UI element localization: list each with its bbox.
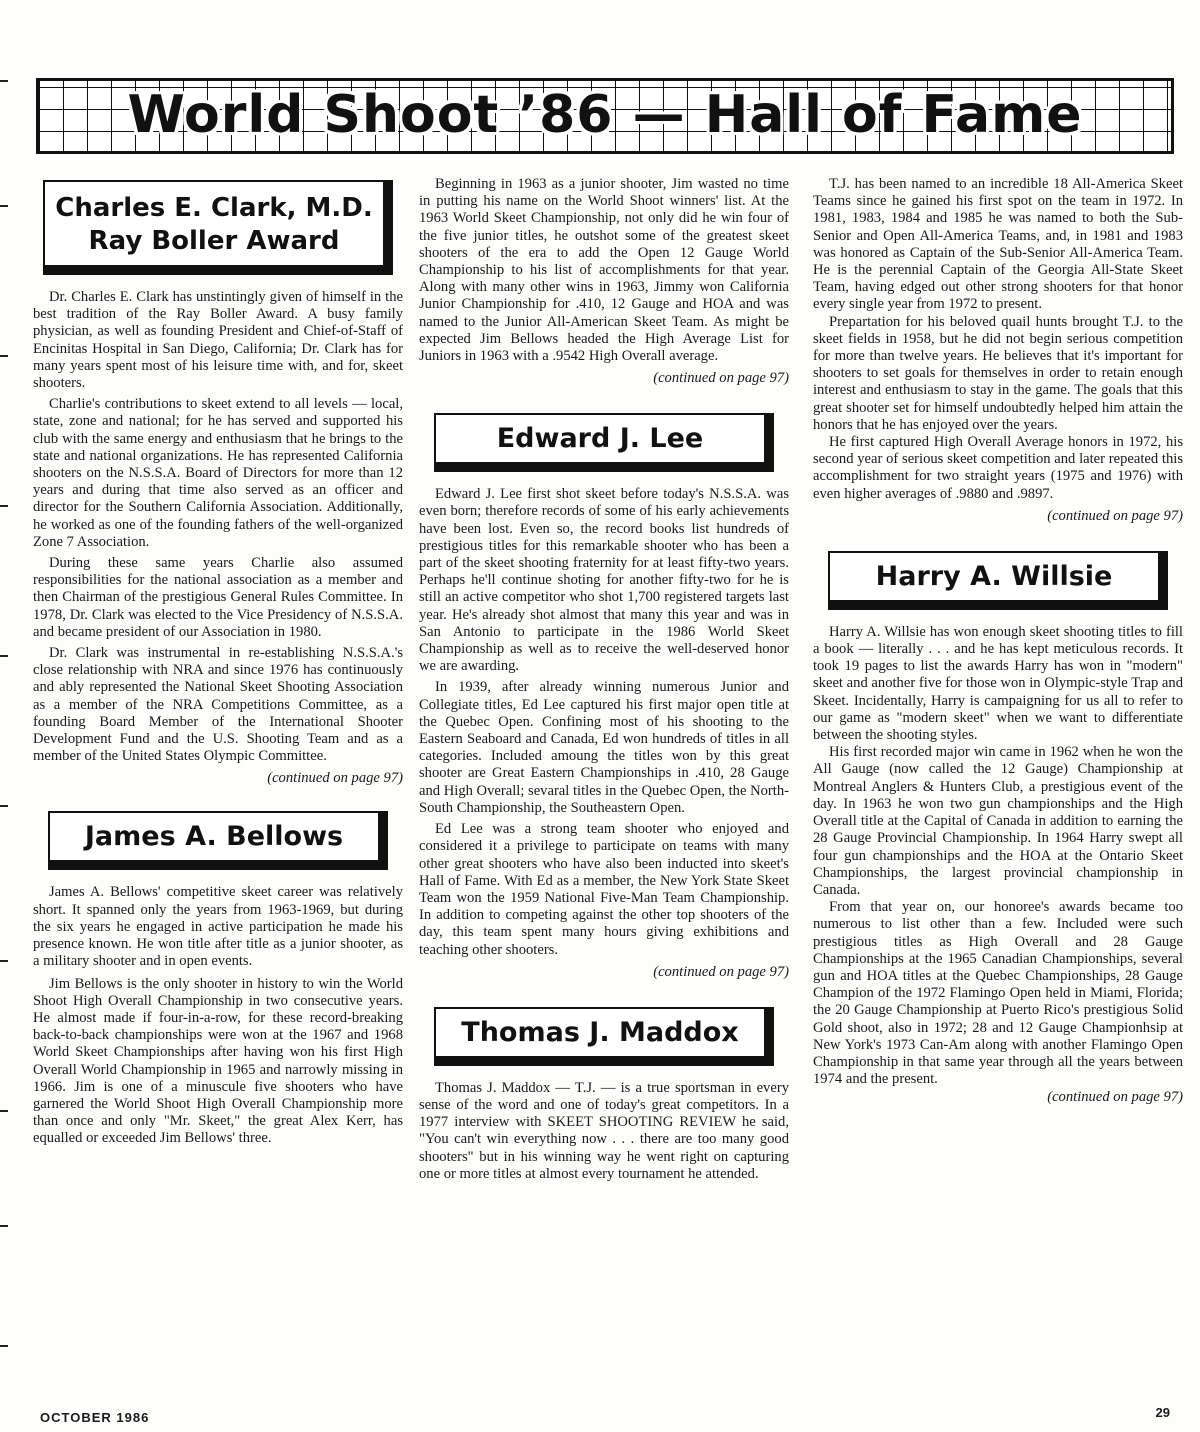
clark-article [33,289,403,787]
maddox-article [419,1080,789,1183]
issue-date: OCTOBER 1986 [40,1410,150,1425]
willsie-name: Harry A. Willsie [875,560,1113,592]
bellows-paragraph: James A. Bellows' competitive skeet career was relatively short. It spanned only the years from 1963-1969, but during the six years he engaged in active participation he made his presence known. He won title after title as a junior shooter, as a military shooter and in open events. [33,884,403,970]
maddox-paragraph: Thomas J. Maddox — T.J. — is a true sportsman in every sense of the word and one of today's great competitors. In a 1977 interview with SKEET SHOOTING REVIEW he said, "You can't win everything now . . . there are too many good shooters" but in his winning way he went right on capturing one or more titles at almost every tournament he attended. [419,1079,789,1182]
continued-note: (continued on page 97) [653,963,789,980]
clark-award: Ray Boller Award [88,225,340,256]
continued-note: (continued on page 97) [1047,507,1183,524]
willsie-paragraph: From that year on, our honoree's awards became too numerous to list other than a few. Included were such prestigious titles as High Overall and 28 Gauge Championships at the 1965 Canadian Championships, several gun and HOA titles at the Quebec Championships, 28 Gauge Champion of the 1972 Flamingo Open held in Miami, Florida; the 20 Gauge Championship at Puerto Rico's prestigious Solid Gold shoot, also in 1972; 28 and 12 Gauge Championhsip at New York's 1973 Can-Am along with another Flamingo Open Championship in that same year through all the years between 1974 and the present. [813,899,1183,1088]
lee-heading [434,413,774,472]
lee-name: Edward J. Lee [496,423,704,455]
clark-paragraph: Dr. Charles E. Clark has unstintingly given of himself in the best tradition of the Ray Boller Award. A busy family physician, as well as founding President and Chief-of-Staff of Encinitas Hospital in San Diego, California; Dr. Clark has for many years spent most of his leisure time with, and for, skeet shooters. [33,289,403,392]
bellows-paragraph: Beginning in 1963 as a junior shooter, Jim wasted no time in putting his name on the World Shoot winners' list. At the 1963 World Skeet Championship, not only did he win four of the five junior titles, he outshot some of the greatest skeet shooters of the era to add the Open 12 Gauge World Championship to his list of accomplishments for that year. Along with many other wins in 1963, Jimmy won California Junior Championship for .410, 12 Gauge and HOA and was named to the Junior All-American Skeet Team. As might be expected Jim Bellows headed the High Average List for Juniors in 1963 with a .9542 High Overall average. [419,176,789,365]
column-2 [419,176,789,1183]
willsie-heading [828,551,1168,610]
willsie-paragraph: His first recorded major win came in 1962 when he won the All Gauge (now called the 12 Gauge) Championship at Montreal Anglers & Hunters Club, a prestigious event of the day. In 1963 he won two gun championships and the High Overall title at the Capital of Canada in addition to earning the 28 Gauge Provincial Championship. In 1964 Harry swept all four gun championships and the HOA at the Ontario Skeet Championships, the largest provincial championship in Canada. [813,744,1183,898]
clark-paragraph: During these same years Charlie also assumed responsibilities for the national association as a member and then Chairman of the prestigious General Rules Committee. In 1978, Dr. Clark was elected to the Vice Presidency of N.S.S.A. and became president of our Association in 1980. [33,555,403,640]
maddox-paragraph: He first captured High Overall Average honors in 1972, his second year of serious skeet competition and later repeated this accomplishment for two straight years (1975 and 1976) with even higher averages of .9880 and .9897. [813,434,1183,502]
lee-paragraph: Ed Lee was a strong team shooter who enjoyed and considered it a privilege to participate on teams with many other great shooters who have also been inducted into skeet's Hall of Fame. With Ed as a member, the New York State Skeet Team won the 1959 National Five-Man Team Championship. In addition to competing against the other top shooters of the day, this team spent many hours giving exhibitions and teaching other shooters. [419,821,789,958]
continued-note: (continued on page 97) [653,370,789,387]
maddox-name: Thomas J. Maddox [461,1016,739,1048]
column-1 [33,176,403,1148]
maddox-paragraph: T.J. has been named to an incredible 18 All-America Skeet Teams since he gained his first spot on the team in 1972. In 1981, 1983, 1984 and 1985 he was named to both the Sub-Senior and Open All-America Teams, and, in 1981 and 1983 was honored as Captain of the Sub-Senior All-America Team. He is the perennial Captain of the Georgia All-State Skeet Team, having edged out other strong shooters for that honor every single year from 1972 to present. [813,176,1183,313]
lee-paragraph: Edward J. Lee first shot skeet before today's N.S.S.A. was even born; therefore records of some of his early achievements have been lost. Even so, the record books list hundreds of prestigious titles for this remarkable shooter who has been a part of the skeet shooting fraternity for at least fifty-two years. Perhaps he'll continue shoting for another fifty-two for he is still an active competitor who shot 1,700 registered targets last year. He's already shot almost that many this year and was in San Antonio to participate in the 1986 World Skeet Championship as well as to receive the well-deserved honor we are awarding. [419,486,789,675]
clark-heading [43,180,393,275]
willsie-article [813,624,1183,1106]
bellows-paragraph: Jim Bellows is the only shooter in history to win the World Shoot High Overall Championship in two consecutive years. He almost made if four-in-a-row, for these record-breaking back-to-back championships were won at the 1967 and 1968 World Skeet Championships after having won his first High Overall World Championship in 1965 and narrowly missing in 1966. Jim is one of a minuscule five shooters who have garnered the World Shoot High Overall Championship more than once and only "Mr. Skeet," the great Alex Kerr, has equalled or exceeded Jim Bellows' three. [33,975,403,1147]
clark-paragraph: Charlie's contributions to skeet extend to all levels — local, state, zone and national; for he has served and supported his club with the same energy and enthusiasm that he brings to the state and national organizations. He has represented California shooters on the N.S.S.A. Board of Directors for more than 12 years and during that time also served as an officer and director for the Southern California Association. Additionally, he worked as one of the founding fathers of the well-organized Zone 7 Association. [33,396,403,550]
maddox-heading [434,1007,774,1066]
lee-paragraph: In 1939, after already winning numerous Junior and Collegiate titles, Ed Lee captured his first major open title at the Quebec Open. Confining most of his shooting to the Eastern Seaboard and Canada, Ed won hundreds of titles in all categories. Included amoung the titles won by this great shooter are Great Eastern Championships in .410, 28 Gauge and High Overall; sevaral titles in the Quebec Open, the North-South Championship, the Southeastern Open. [419,679,789,816]
clark-name: Charles E. Clark, M.D. [55,193,373,223]
page-number: 29 [1155,1405,1170,1420]
lee-article [419,486,789,980]
continued-note: (continued on page 97) [1047,1089,1183,1106]
continued-note: (continued on page 97) [267,770,403,787]
page-title: World Shoot ’86 — Hall of Fame [127,85,1083,145]
bellows-heading [48,811,388,870]
bellows-name: James A. Bellows [84,821,344,853]
bellows-article [33,884,403,1147]
column-3 [813,176,1183,1106]
page-banner [36,78,1174,154]
willsie-paragraph: Harry A. Willsie has won enough skeet shooting titles to fill a book — literally . . . and he has kept meticulous records. It took 19 pages to list the awards Harry has won in "modern" skeet and another five for those won in Olympic-style Trap and Skeet. Incidentally, Harry is campaigning for us all to refer to our game as "modern skeet" when we want to differentiate between the shooting styles. [813,623,1183,744]
clark-paragraph: Dr. Clark was instrumental in re-establishing N.S.S.A.'s close relationship with NRA and since 1976 has continuously and ably represented the National Skeet Shooting Association as a member of the NRA Competitions Committee, as a founding Board Member of the International Shooter Development Fund and the U.S. Shooting Team and as a member of the United States Olympic Committee. [33,645,403,765]
maddox-paragraph: Prepartation for his beloved quail hunts brought T.J. to the skeet fields in 1958, but he did not begin serious competition for more than twelve years. He believes that it's important for shooters to set goals for themselves in order to retain enough interest and enthusiasm to stay in the game. The goals that this great shooter set for himself undoubtedly helped him attain the honors that he has enjoyed over the years. [813,313,1183,433]
